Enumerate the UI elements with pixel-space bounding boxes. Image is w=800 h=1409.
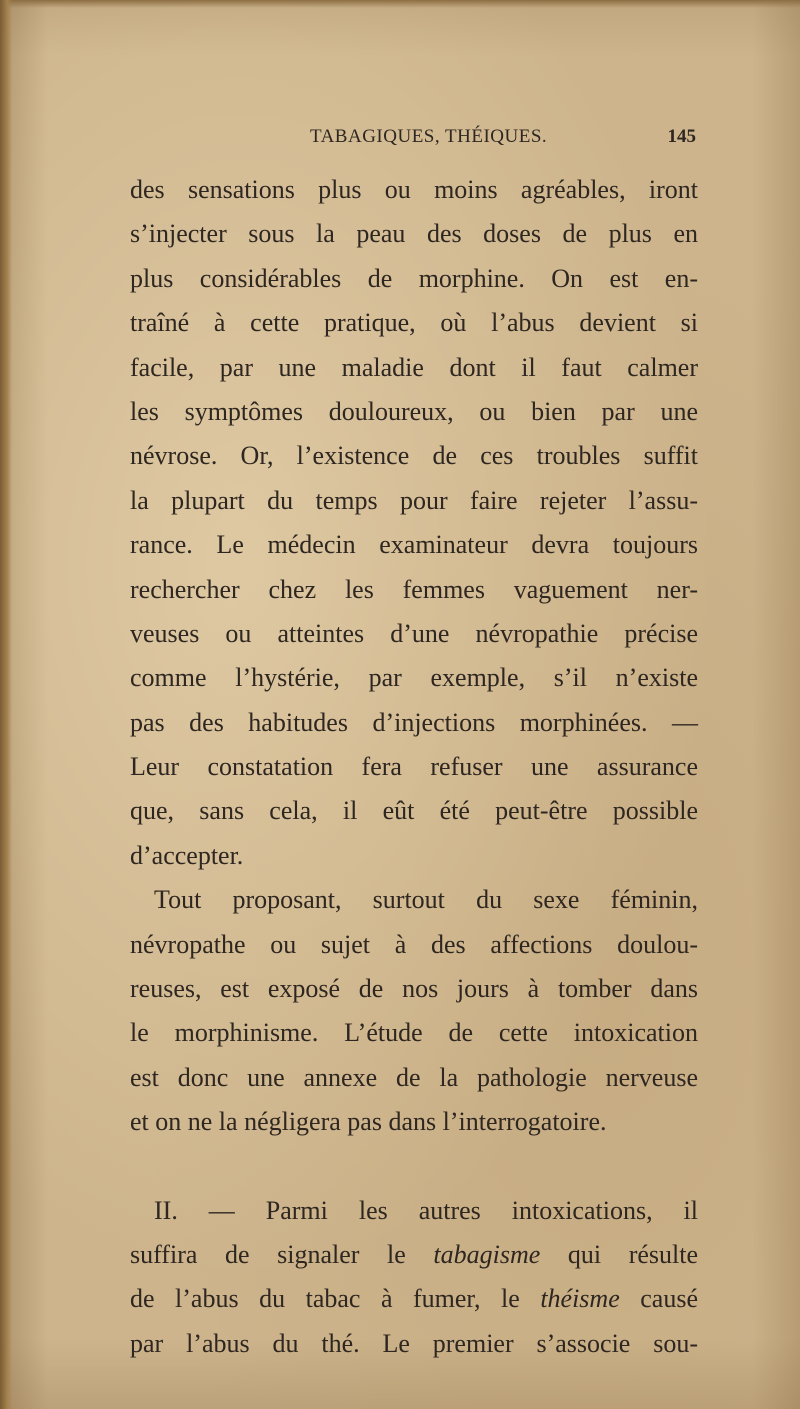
- text-line: Leur constatation fera refuser une assurance: [130, 752, 698, 782]
- running-title: TABAGIQUES, THÉIQUES.: [310, 126, 548, 147]
- text-line: comme l’hystérie, par exemple, s’il n’existe: [130, 663, 698, 693]
- text-run: suffira de signaler le: [130, 1239, 434, 1269]
- text-line: rance. Le médecin examinateur devra toujours: [130, 530, 698, 560]
- text-line: que, sans cela, il eût été peut-être possible: [130, 796, 698, 826]
- page-top-edge: [0, 0, 800, 8]
- text-line: veuses ou atteintes d’une névropathie précise: [130, 618, 698, 648]
- italic-term-tabagisme: tabagisme: [433, 1239, 541, 1269]
- text-line: et on ne la négligera pas dans l’interrogatoire.: [130, 1107, 607, 1137]
- text-line: traîné à cette pratique, où l’abus devient si: [130, 308, 698, 338]
- text-line: d’accepter.: [130, 840, 244, 870]
- paragraph-1: [130, 168, 698, 878]
- text-line: plus considérables de morphine. On est en-: [130, 263, 698, 293]
- text-line: II. — Parmi les autres intoxications, il: [154, 1195, 698, 1225]
- text-line: des sensations plus ou moins agréables, iront: [130, 175, 698, 204]
- text-line: rechercher chez les femmes vaguement ner-: [130, 574, 698, 604]
- page-number: 145: [667, 126, 696, 147]
- text-line: pas des habitudes d’injections morphinées. —: [130, 707, 698, 737]
- text-line: névrose. Or, l’existence de ces troubles suffit: [130, 441, 698, 471]
- page-binding-edge: [0, 0, 12, 1409]
- text-run: causé: [619, 1284, 698, 1314]
- running-head: [140, 126, 700, 156]
- italic-term-theisme: théisme: [540, 1284, 620, 1314]
- text-line: reuses, est exposé de nos jours à tomber dans: [130, 974, 698, 1004]
- text-line: est donc une annexe de la pathologie nerveuse: [130, 1062, 698, 1092]
- text-line: névropathe ou sujet à des affections doulou-: [130, 929, 698, 959]
- text-line: s’injecter sous la peau des doses de plus en: [130, 219, 698, 249]
- text-line: la plupart du temps pour faire rejeter l’assu-: [130, 485, 698, 515]
- paragraph-3: [130, 1189, 698, 1367]
- paragraph-gap: [130, 1145, 698, 1189]
- text-run: qui résulte: [540, 1239, 699, 1269]
- text-line: [130, 1277, 698, 1321]
- text-line: Tout proposant, surtout du sexe féminin,: [154, 885, 698, 915]
- body-text: [130, 168, 698, 1366]
- paragraph-2: [130, 878, 698, 1144]
- text-line: par l’abus du thé. Le premier s’associe sou-: [130, 1328, 698, 1358]
- text-run: de l’abus du tabac à fumer, le: [130, 1284, 541, 1314]
- text-line: le morphinisme. L’étude de cette intoxication: [130, 1018, 698, 1048]
- text-line: facile, par une maladie dont il faut calmer: [130, 352, 698, 382]
- text-line: [130, 1233, 698, 1277]
- text-line: les symptômes douloureux, ou bien par une: [130, 396, 698, 426]
